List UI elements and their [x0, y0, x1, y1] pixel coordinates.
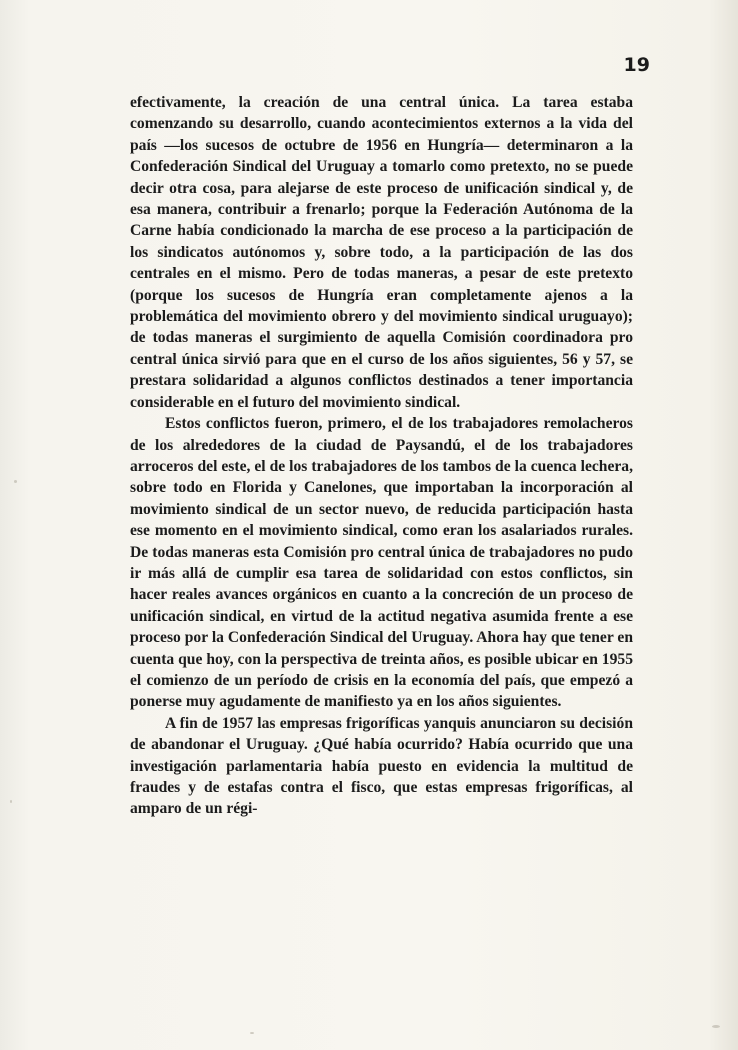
page-number: 19 [623, 54, 650, 76]
paragraph-2: Estos conflictos fueron, primero, el de los trabajadores remolacheros de los alrededores de la ciudad de Paysandú, el de los trabajadores arroceros del este, el de los trabajadores de los tambos de la cuenca lechera, sobre todo en Florida y Canelones, que importaban la incorporación al movimiento sindical de un sector nuevo, de reducida participación hasta ese momento en el movimiento sindical, como eran los asalariados rurales. De todas maneras esta Comisión pro central única de trabajadores no pudo ir más allá de cumplir esa tarea de solidaridad con estos conflictos, sin hacer reales avances orgánicos en cuanto a la concreción de un proceso de unificación sindical, en virtud de la actitud negativa asumida frente a ese proceso por la Confederación Sindical del Uruguay. Ahora hay que tener en cuenta que hoy, con la perspectiva de treinta años, es posible ubicar en 1955 el comienzo de un período de crisis en la economía del país, que empezó a ponerse muy agudamente de manifiesto ya en los años siguientes. [130, 415, 633, 711]
paragraph-3: A fin de 1957 las empresas frigoríficas yanquis anunciaron su decisión de abandonar el Uruguay. ¿Qué había ocurrido? Había ocurrido que una investigación parlamentaria había puesto en evidencia la multitud de fraudes y de estafas contra el fisco, que estas empresas frigoríficas, al amparo de un régi- [130, 714, 633, 818]
paper-speck [14, 480, 17, 483]
paper-speck [250, 1032, 254, 1034]
body-text [130, 92, 633, 820]
paper-speck [712, 1025, 720, 1028]
paper-speck [10, 800, 12, 803]
paragraph-1: efectivamente, la creación de una central única. La tarea estaba comenzando su desarrollo, cuando acontecimientos externos a la vida del país —los sucesos de octubre de 1956 en Hungría— determinaron a la Confederación Sindical del Uruguay a tomarlo como pretexto, no se puede decir otra cosa, para alejarse de este proceso de unificación sindical y, de esa manera, contribuir a frenarlo; porque la Federación Autónoma de la Carne había condicionado la marcha de ese proceso a la participación de los sindicatos autónomos y, sobre todo, a la participación de las dos centrales en el mismo. Pero de todas maneras, a pesar de este pretexto (porque los sucesos de Hungría eran completamente ajenos a la problemática del movimiento obrero y del movimiento sindical uruguayo); de todas maneras el surgimiento de aquella Comisión coordinadora pro central única sirvió para que en el curso de los años siguientes, 56 y 57, se prestara solidaridad a algunos conflictos destinados a tener importancia considerable en el futuro del movimiento sindical. [130, 94, 633, 411]
